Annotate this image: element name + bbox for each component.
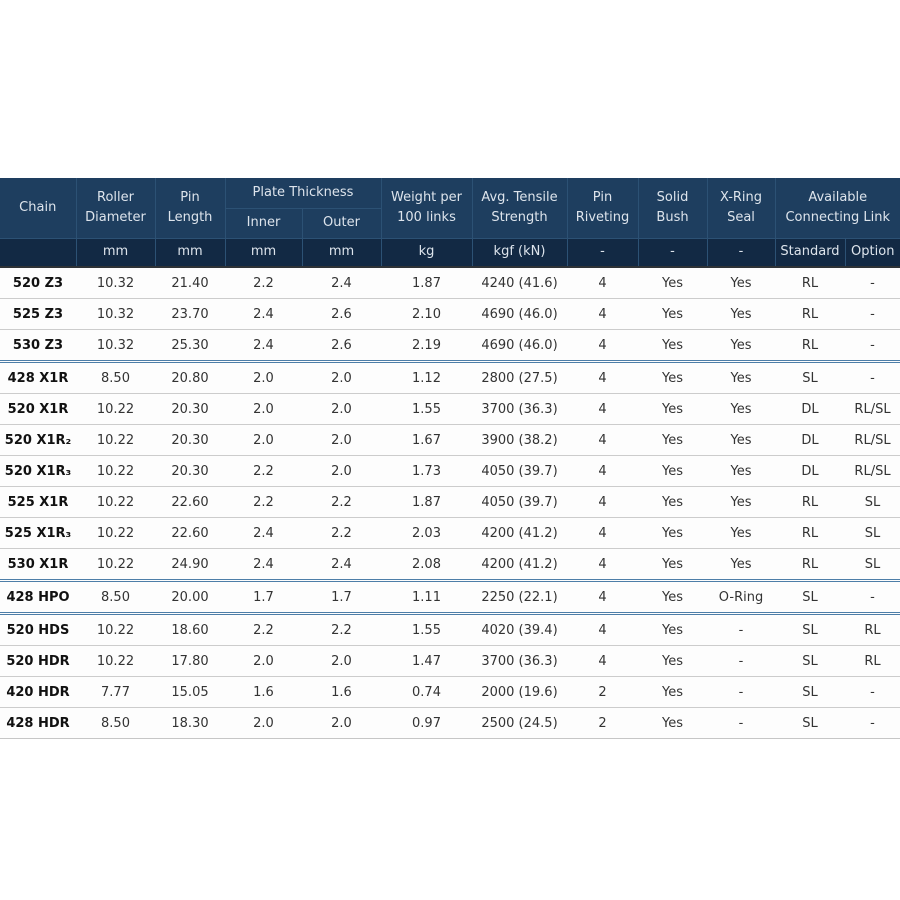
weight-cell: 2.03 [381, 518, 472, 549]
pin-riveting-cell: 4 [567, 487, 638, 518]
tensile-strength-cell: 2250 (22.1) [472, 581, 567, 614]
col-header-plate-thickness: Plate Thickness [225, 178, 381, 208]
tensile-strength-cell: 3700 (36.3) [472, 394, 567, 425]
option-link-cell: RL [845, 646, 900, 677]
plate-outer-cell: 2.2 [302, 614, 381, 646]
unit-outer: mm [302, 238, 381, 267]
option-link-cell: - [845, 330, 900, 362]
plate-outer-cell: 2.0 [302, 362, 381, 394]
pin-riveting-cell: 4 [567, 581, 638, 614]
standard-link-cell: RL [775, 299, 845, 330]
table-body [0, 267, 900, 739]
plate-inner-cell: 2.2 [225, 267, 302, 299]
col-header-weight-per-100-links: Weight per 100 links [381, 178, 472, 238]
weight-cell: 1.47 [381, 646, 472, 677]
table-row [0, 677, 900, 708]
pin-length-cell: 22.60 [155, 487, 225, 518]
solid-bush-cell: Yes [638, 456, 707, 487]
plate-outer-cell: 2.0 [302, 646, 381, 677]
roller-diameter-cell: 10.22 [76, 456, 155, 487]
col-header-pin-riveting: Pin Riveting [567, 178, 638, 238]
chain-cell: 428 X1R [0, 362, 76, 394]
solid-bush-cell: Yes [638, 581, 707, 614]
unit-chain [0, 238, 76, 267]
plate-inner-cell: 2.4 [225, 299, 302, 330]
weight-cell: 0.97 [381, 708, 472, 739]
tensile-strength-cell: 4050 (39.7) [472, 456, 567, 487]
pin-length-cell: 21.40 [155, 267, 225, 299]
tensile-strength-cell: 4240 (41.6) [472, 267, 567, 299]
col-header-chain: Chain [0, 178, 76, 238]
solid-bush-cell: Yes [638, 394, 707, 425]
xring-seal-cell: Yes [707, 299, 775, 330]
plate-inner-cell: 2.0 [225, 425, 302, 456]
table-row [0, 425, 900, 456]
unit-pin-length: mm [155, 238, 225, 267]
plate-inner-cell: 2.2 [225, 487, 302, 518]
standard-link-cell: DL [775, 394, 845, 425]
table-row [0, 456, 900, 487]
roller-diameter-cell: 10.22 [76, 425, 155, 456]
col-header-pin-length: Pin Length [155, 178, 225, 238]
chain-cell: 530 X1R [0, 549, 76, 581]
xring-seal-cell: Yes [707, 518, 775, 549]
tensile-strength-cell: 2000 (19.6) [472, 677, 567, 708]
plate-outer-cell: 2.6 [302, 330, 381, 362]
pin-length-cell: 20.30 [155, 456, 225, 487]
option-link-cell: RL/SL [845, 425, 900, 456]
standard-link-cell: DL [775, 425, 845, 456]
standard-link-cell: SL [775, 362, 845, 394]
plate-inner-cell: 2.0 [225, 646, 302, 677]
plate-inner-cell: 2.2 [225, 614, 302, 646]
standard-link-cell: SL [775, 677, 845, 708]
xring-seal-cell: Yes [707, 362, 775, 394]
roller-diameter-cell: 8.50 [76, 581, 155, 614]
standard-link-cell: RL [775, 487, 845, 518]
xring-seal-cell: - [707, 708, 775, 739]
roller-diameter-cell: 8.50 [76, 708, 155, 739]
chain-cell: 428 HPO [0, 581, 76, 614]
plate-outer-cell: 2.6 [302, 299, 381, 330]
roller-diameter-cell: 10.22 [76, 646, 155, 677]
xring-seal-cell: Yes [707, 425, 775, 456]
tensile-strength-cell: 4020 (39.4) [472, 614, 567, 646]
roller-diameter-cell: 7.77 [76, 677, 155, 708]
chain-cell: 520 X1R₃ [0, 456, 76, 487]
standard-link-cell: RL [775, 330, 845, 362]
pin-length-cell: 20.80 [155, 362, 225, 394]
standard-link-cell: DL [775, 456, 845, 487]
pin-length-cell: 20.00 [155, 581, 225, 614]
chain-cell: 520 HDR [0, 646, 76, 677]
plate-inner-cell: 2.0 [225, 708, 302, 739]
pin-length-cell: 24.90 [155, 549, 225, 581]
pin-riveting-cell: 4 [567, 394, 638, 425]
chain-cell: 520 Z3 [0, 267, 76, 299]
table-row [0, 581, 900, 614]
pin-length-cell: 25.30 [155, 330, 225, 362]
pin-length-cell: 15.05 [155, 677, 225, 708]
option-link-cell: - [845, 708, 900, 739]
weight-cell: 1.55 [381, 394, 472, 425]
standard-link-cell: SL [775, 581, 845, 614]
xring-seal-cell: - [707, 614, 775, 646]
table-row [0, 646, 900, 677]
plate-inner-cell: 1.6 [225, 677, 302, 708]
standard-link-cell: SL [775, 708, 845, 739]
roller-diameter-cell: 10.22 [76, 394, 155, 425]
solid-bush-cell: Yes [638, 362, 707, 394]
pin-riveting-cell: 2 [567, 708, 638, 739]
standard-link-cell: RL [775, 267, 845, 299]
table-row [0, 362, 900, 394]
plate-outer-cell: 2.0 [302, 456, 381, 487]
tensile-strength-cell: 2500 (24.5) [472, 708, 567, 739]
xring-seal-cell: Yes [707, 330, 775, 362]
option-link-cell: SL [845, 518, 900, 549]
plate-inner-cell: 2.4 [225, 518, 302, 549]
option-link-cell: - [845, 677, 900, 708]
table-header [0, 178, 900, 267]
roller-diameter-cell: 10.32 [76, 299, 155, 330]
table-row [0, 518, 900, 549]
tensile-strength-cell: 4050 (39.7) [472, 487, 567, 518]
pin-riveting-cell: 4 [567, 614, 638, 646]
chain-spec-table [0, 178, 900, 739]
solid-bush-cell: Yes [638, 330, 707, 362]
option-link-cell: - [845, 581, 900, 614]
solid-bush-cell: Yes [638, 614, 707, 646]
standard-link-cell: RL [775, 518, 845, 549]
weight-cell: 1.87 [381, 267, 472, 299]
chain-cell: 520 HDS [0, 614, 76, 646]
xring-seal-cell: O-Ring [707, 581, 775, 614]
solid-bush-cell: Yes [638, 646, 707, 677]
xring-seal-cell: - [707, 646, 775, 677]
pin-length-cell: 18.60 [155, 614, 225, 646]
subcol-header-option: Option [845, 238, 900, 267]
unit-solid-bush: - [638, 238, 707, 267]
table-row [0, 394, 900, 425]
unit-inner: mm [225, 238, 302, 267]
plate-outer-cell: 2.0 [302, 708, 381, 739]
pin-riveting-cell: 4 [567, 425, 638, 456]
unit-roller-diameter: mm [76, 238, 155, 267]
pin-riveting-cell: 4 [567, 362, 638, 394]
plate-outer-cell: 2.4 [302, 549, 381, 581]
unit-xring-seal: - [707, 238, 775, 267]
option-link-cell: RL/SL [845, 456, 900, 487]
col-header-inner: Inner [225, 208, 302, 238]
plate-outer-cell: 2.2 [302, 518, 381, 549]
col-header-outer: Outer [302, 208, 381, 238]
plate-inner-cell: 2.4 [225, 549, 302, 581]
tensile-strength-cell: 2800 (27.5) [472, 362, 567, 394]
plate-outer-cell: 1.7 [302, 581, 381, 614]
chain-cell: 520 X1R₂ [0, 425, 76, 456]
roller-diameter-cell: 10.22 [76, 549, 155, 581]
pin-riveting-cell: 4 [567, 330, 638, 362]
option-link-cell: SL [845, 549, 900, 581]
tensile-strength-cell: 3700 (36.3) [472, 646, 567, 677]
chain-cell: 530 Z3 [0, 330, 76, 362]
weight-cell: 1.87 [381, 487, 472, 518]
tensile-strength-cell: 3900 (38.2) [472, 425, 567, 456]
col-header-available-connecting-link: Available Connecting Link [775, 178, 900, 238]
xring-seal-cell: Yes [707, 487, 775, 518]
plate-outer-cell: 2.0 [302, 394, 381, 425]
chain-cell: 525 X1R₃ [0, 518, 76, 549]
plate-inner-cell: 2.0 [225, 362, 302, 394]
weight-cell: 2.08 [381, 549, 472, 581]
option-link-cell: - [845, 362, 900, 394]
solid-bush-cell: Yes [638, 267, 707, 299]
plate-inner-cell: 2.4 [225, 330, 302, 362]
xring-seal-cell: - [707, 677, 775, 708]
table-row [0, 549, 900, 581]
tensile-strength-cell: 4690 (46.0) [472, 330, 567, 362]
weight-cell: 1.55 [381, 614, 472, 646]
option-link-cell: RL [845, 614, 900, 646]
standard-link-cell: SL [775, 646, 845, 677]
pin-riveting-cell: 4 [567, 518, 638, 549]
xring-seal-cell: Yes [707, 267, 775, 299]
weight-cell: 0.74 [381, 677, 472, 708]
pin-riveting-cell: 4 [567, 549, 638, 581]
chain-cell: 525 Z3 [0, 299, 76, 330]
pin-riveting-cell: 4 [567, 456, 638, 487]
plate-outer-cell: 1.6 [302, 677, 381, 708]
plate-inner-cell: 2.0 [225, 394, 302, 425]
xring-seal-cell: Yes [707, 456, 775, 487]
unit-tensile: kgf (kN) [472, 238, 567, 267]
col-header-xring-seal: X-Ring Seal [707, 178, 775, 238]
solid-bush-cell: Yes [638, 549, 707, 581]
roller-diameter-cell: 10.22 [76, 487, 155, 518]
plate-inner-cell: 1.7 [225, 581, 302, 614]
roller-diameter-cell: 10.22 [76, 518, 155, 549]
roller-diameter-cell: 8.50 [76, 362, 155, 394]
xring-seal-cell: Yes [707, 394, 775, 425]
unit-pin-riveting: - [567, 238, 638, 267]
chain-cell: 525 X1R [0, 487, 76, 518]
roller-diameter-cell: 10.22 [76, 614, 155, 646]
plate-inner-cell: 2.2 [225, 456, 302, 487]
roller-diameter-cell: 10.32 [76, 330, 155, 362]
col-header-roller-diameter: Roller Diameter [76, 178, 155, 238]
header-row-main [0, 178, 900, 208]
header-row-units [0, 238, 900, 267]
pin-riveting-cell: 4 [567, 267, 638, 299]
pin-length-cell: 17.80 [155, 646, 225, 677]
tensile-strength-cell: 4690 (46.0) [472, 299, 567, 330]
col-header-solid-bush: Solid Bush [638, 178, 707, 238]
weight-cell: 2.10 [381, 299, 472, 330]
pin-length-cell: 20.30 [155, 394, 225, 425]
solid-bush-cell: Yes [638, 299, 707, 330]
plate-outer-cell: 2.0 [302, 425, 381, 456]
chain-cell: 428 HDR [0, 708, 76, 739]
weight-cell: 1.67 [381, 425, 472, 456]
weight-cell: 1.73 [381, 456, 472, 487]
xring-seal-cell: Yes [707, 549, 775, 581]
table-row [0, 614, 900, 646]
chain-cell: 420 HDR [0, 677, 76, 708]
weight-cell: 1.12 [381, 362, 472, 394]
solid-bush-cell: Yes [638, 425, 707, 456]
option-link-cell: - [845, 299, 900, 330]
table-row [0, 267, 900, 299]
pin-length-cell: 22.60 [155, 518, 225, 549]
table-row [0, 299, 900, 330]
subcol-header-standard: Standard [775, 238, 845, 267]
plate-outer-cell: 2.4 [302, 267, 381, 299]
unit-weight: kg [381, 238, 472, 267]
pin-length-cell: 18.30 [155, 708, 225, 739]
option-link-cell: RL/SL [845, 394, 900, 425]
solid-bush-cell: Yes [638, 677, 707, 708]
table-row [0, 330, 900, 362]
solid-bush-cell: Yes [638, 487, 707, 518]
standard-link-cell: RL [775, 549, 845, 581]
col-header-avg-tensile-strength: Avg. Tensile Strength [472, 178, 567, 238]
table-row [0, 708, 900, 739]
plate-outer-cell: 2.2 [302, 487, 381, 518]
pin-riveting-cell: 4 [567, 646, 638, 677]
weight-cell: 1.11 [381, 581, 472, 614]
option-link-cell: SL [845, 487, 900, 518]
solid-bush-cell: Yes [638, 708, 707, 739]
chain-cell: 520 X1R [0, 394, 76, 425]
tensile-strength-cell: 4200 (41.2) [472, 549, 567, 581]
roller-diameter-cell: 10.32 [76, 267, 155, 299]
pin-riveting-cell: 2 [567, 677, 638, 708]
weight-cell: 2.19 [381, 330, 472, 362]
table-row [0, 487, 900, 518]
pin-length-cell: 20.30 [155, 425, 225, 456]
standard-link-cell: SL [775, 614, 845, 646]
tensile-strength-cell: 4200 (41.2) [472, 518, 567, 549]
option-link-cell: - [845, 267, 900, 299]
pin-length-cell: 23.70 [155, 299, 225, 330]
pin-riveting-cell: 4 [567, 299, 638, 330]
solid-bush-cell: Yes [638, 518, 707, 549]
